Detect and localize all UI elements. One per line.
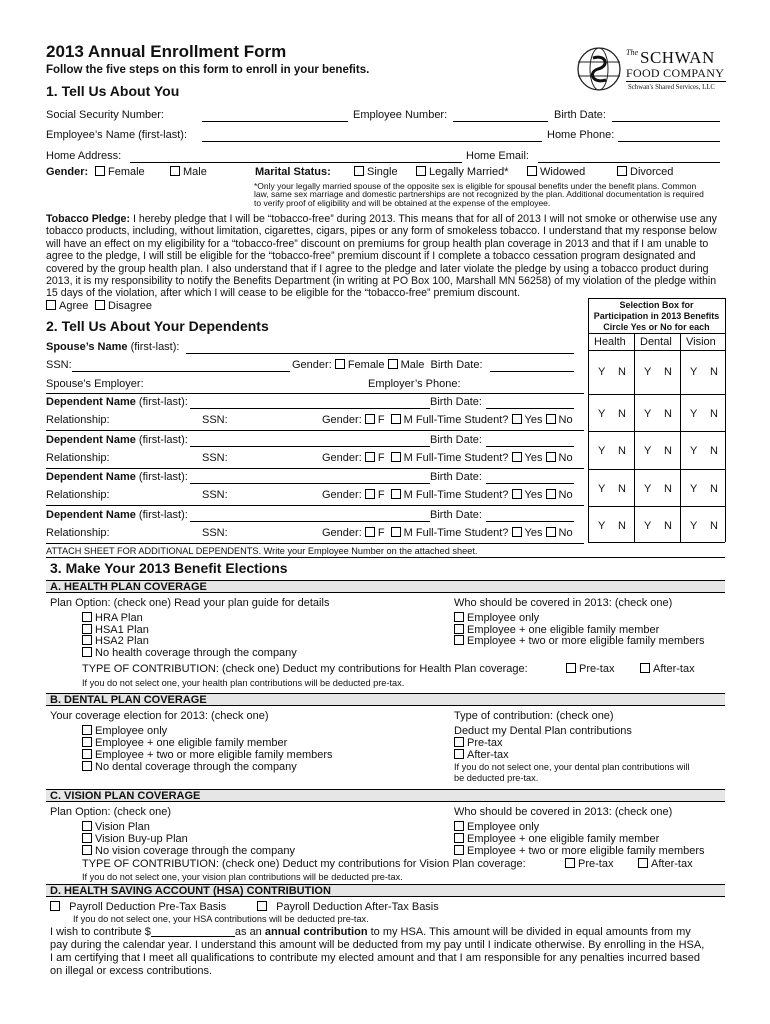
spouse-name-label: Spouse’s Name (first-last): — [46, 341, 180, 353]
home-address-label: Home Address: — [46, 150, 122, 162]
no-option[interactable]: N — [618, 483, 626, 495]
birth-date-field[interactable] — [612, 121, 720, 122]
ssn-label: Social Security Number: — [46, 109, 164, 121]
dependent-name-field[interactable] — [190, 446, 430, 447]
marital-footnote-3: to verify proof of eligibility and will be obtained at the expense of the employee. — [254, 198, 551, 208]
checkbox-icon[interactable] — [391, 452, 401, 462]
hsa-amount-field[interactable] — [151, 926, 235, 937]
gender-label: Gender: — [46, 166, 89, 178]
checkbox-icon[interactable] — [388, 359, 398, 369]
health-aftertax-option[interactable]: After-tax — [640, 663, 695, 675]
checkbox-icon[interactable] — [546, 489, 556, 499]
health-employee-two-option[interactable]: Employee + two or more eligible family members — [454, 635, 705, 647]
hra-plan-option[interactable]: HRA Plan — [82, 612, 143, 624]
home-email-label: Home Email: — [466, 150, 529, 162]
dependent-birth-date-label: Birth Date: — [430, 471, 482, 483]
checkbox-icon[interactable] — [82, 821, 92, 831]
dental-pretax-option[interactable]: Pre-tax — [454, 737, 502, 749]
checkbox-icon[interactable] — [546, 527, 556, 537]
dependent-gender: Gender: F M Full-Time Student? Yes No — [322, 414, 573, 426]
dental-deduct-label: Deduct my Dental Plan contributions — [454, 725, 632, 737]
logo-food-company: FOOD COMPANY — [626, 66, 725, 80]
checkbox-icon[interactable] — [82, 761, 92, 771]
checkbox-icon[interactable] — [82, 725, 92, 735]
dependent-birth-date-field[interactable] — [486, 521, 574, 522]
yes-option[interactable]: Y — [598, 483, 606, 495]
dependent-ssn-label: SSN: — [202, 489, 228, 501]
col-health: Health — [594, 336, 626, 348]
vision-note: If you do not select one, your vision plan contributions will be deducted pre-tax. — [82, 872, 403, 882]
home-email-field[interactable] — [538, 162, 720, 163]
vision-buyup-option[interactable]: Vision Buy-up Plan — [82, 833, 188, 845]
marital-divorced-option[interactable]: Divorced — [617, 166, 673, 178]
gender-male-option[interactable]: Male — [170, 166, 207, 178]
checkbox-icon[interactable] — [454, 737, 464, 747]
vision-plan-option[interactable]: Vision Plan — [82, 821, 150, 833]
no-vision-option[interactable]: No vision coverage through the company — [82, 845, 295, 857]
col-dental: Dental — [640, 336, 672, 348]
dependent-gender: Gender: F M Full-Time Student? Yes No — [322, 527, 573, 539]
dental-employee-two-option[interactable]: Employee + two or more eligible family members — [82, 749, 333, 761]
hsa-line-2: pay during the calendar year. I understand this amount will be deducted from my pay until I indicate otherwise. By enrolling in the HSA, — [50, 939, 705, 951]
spouse-ssn-field[interactable] — [72, 371, 290, 372]
checkbox-icon[interactable] — [546, 414, 556, 424]
tobacco-pledge: Tobacco Pledge: I hereby pledge that I will be “tobacco-free” during 2013. This means that for all of 2013 I will not smoke or otherwise use any tobacco products, including, without limitation, cigarettes, cigars, pipes or any form of smokeless tobacco. I understand that my response below will have an effect on my eligibility for a “tobacco-free” discount on premiums for group health plan coverage in 2013 and that if I am unable to agree to the pledge, I will still be eligible for the “tobacco-free” premium discount if I complete a tobacco cessation program designated and covered by the group health plan. I also understand that if I agree to the pledge and later violate the pledge by using a tobacco product during 2013, it is my responsibility to notify the Benefits Department (in writing at PO Box 100, Marshall MN 56258) of my violation of the pledge within 15 days of the violation, after which I will cease to be eligible for the “tobacco-free” premium discount. — [46, 213, 717, 300]
hsa-pretax-option[interactable]: Payroll Deduction Pre-Tax Basis — [50, 901, 226, 913]
hsa2-plan-option[interactable]: HSA2 Plan — [82, 635, 149, 647]
section2-heading: 2. Tell Us About Your Dependents — [46, 318, 269, 334]
checkbox-icon[interactable] — [82, 749, 92, 759]
marital-footnote-1: *Only your legally married spouse of the opposite sex is eligible for spousal benefits under the benefit plans. Common — [254, 181, 697, 191]
dependent-name-field[interactable] — [190, 483, 430, 484]
hsa-note: If you do not select one, your HSA contributions will be deducted pre-tax. — [73, 914, 369, 924]
vision-employee-two-option[interactable]: Employee + two or more eligible family members — [454, 845, 705, 857]
checkbox-icon[interactable] — [82, 647, 92, 657]
checkbox-icon[interactable] — [454, 612, 464, 622]
dependent-name-label: Dependent Name (first-last): — [46, 471, 188, 483]
dental-note-1: If you do not select one, your dental plan contributions will — [454, 762, 690, 772]
yes-option[interactable]: Y — [598, 445, 606, 457]
globe-logo-icon — [576, 46, 622, 92]
no-option[interactable]: N — [710, 408, 718, 420]
yes-option[interactable]: Y — [690, 366, 698, 378]
checkbox-icon[interactable] — [82, 635, 92, 645]
dependent-name-field[interactable] — [190, 408, 430, 409]
vision-contribution-label: TYPE OF CONTRIBUTION: (check one) Deduct my contributions for Vision Plan coverage: — [82, 858, 526, 870]
dependent-gender: Gender: F M Full-Time Student? Yes No — [322, 489, 573, 501]
checkbox-icon[interactable] — [454, 845, 464, 855]
checkbox-icon[interactable] — [454, 749, 464, 759]
section3-heading: 3. Make Your 2013 Benefit Elections — [50, 560, 288, 576]
no-health-option[interactable]: No health coverage through the company — [82, 647, 297, 659]
yes-option[interactable]: Y — [644, 366, 652, 378]
health-employee-one-option[interactable]: Employee + one eligible family member — [454, 624, 659, 636]
checkbox-icon[interactable] — [95, 300, 105, 310]
dependent-birth-date-label: Birth Date: — [430, 396, 482, 408]
checkbox-icon[interactable] — [391, 489, 401, 499]
dental-employee-one-option[interactable]: Employee + one eligible family member — [82, 737, 287, 749]
marital-widowed-option[interactable]: Widowed — [527, 166, 585, 178]
checkbox-icon[interactable] — [365, 414, 375, 424]
ssn-field[interactable] — [202, 121, 348, 122]
logo-shared-services: Schwan's Shared Services, LLC — [628, 84, 715, 91]
checkbox-icon[interactable] — [365, 452, 375, 462]
yes-option[interactable]: Y — [598, 520, 606, 532]
birth-date-label: Birth Date: — [554, 109, 606, 121]
hsa-line-3: I am certifying that I meet all qualifications to contribute my elected amount and that I am responsible for any penalties incurred based — [50, 952, 700, 964]
page-title: 2013 Annual Enrollment Form — [46, 42, 287, 61]
no-option[interactable]: N — [664, 520, 672, 532]
checkbox-icon[interactable] — [365, 527, 375, 537]
pledge-disagree-option[interactable]: Disagree — [95, 300, 152, 312]
checkbox-icon[interactable] — [82, 612, 92, 622]
checkbox-icon[interactable] — [365, 489, 375, 499]
no-option[interactable]: N — [618, 520, 626, 532]
dental-type-label: Type of contribution: (check one) — [454, 710, 614, 722]
health-note: If you do not select one, your health plan contributions will be deducted pre-tax. — [82, 678, 405, 688]
checkbox-icon[interactable] — [257, 901, 267, 911]
dependent-birth-date-label: Birth Date: — [430, 509, 482, 521]
vision-pretax-option[interactable]: Pre-tax — [565, 858, 613, 870]
checkbox-icon[interactable] — [416, 166, 426, 176]
no-option[interactable]: N — [664, 366, 672, 378]
yes-option[interactable]: Y — [598, 408, 606, 420]
checkbox-icon[interactable] — [46, 300, 56, 310]
yes-option[interactable]: Y — [644, 408, 652, 420]
checkbox-icon[interactable] — [95, 166, 105, 176]
yes-option[interactable]: Y — [644, 483, 652, 495]
marital-status-label: Marital Status: — [255, 166, 331, 178]
no-option[interactable]: N — [664, 408, 672, 420]
no-option[interactable]: N — [618, 366, 626, 378]
spouse-ssn-label: SSN: — [46, 359, 72, 371]
checkbox-icon[interactable] — [527, 166, 537, 176]
dependent-birth-date-label: Birth Date: — [430, 434, 482, 446]
no-option[interactable]: N — [710, 445, 718, 457]
checkbox-icon[interactable] — [454, 833, 464, 843]
checkbox-icon[interactable] — [512, 527, 522, 537]
vision-aftertax-option[interactable]: After-tax — [638, 858, 693, 870]
dependent-birth-date-field[interactable] — [486, 408, 574, 409]
dependent-name-label: Dependent Name (first-last): — [46, 434, 188, 446]
no-option[interactable]: N — [710, 366, 718, 378]
hsa-contribution-bar: D. HEALTH SAVING ACCOUNT (HSA) CONTRIBUTION — [46, 884, 725, 897]
yes-option[interactable]: Y — [690, 408, 698, 420]
checkbox-icon[interactable] — [335, 359, 345, 369]
home-address-field[interactable] — [130, 162, 462, 163]
checkbox-icon[interactable] — [546, 452, 556, 462]
dependent-birth-date-field[interactable] — [486, 483, 574, 484]
spouse-birth-date-field[interactable] — [490, 371, 574, 372]
hsa-line-4: on illegal or excess contributions. — [50, 965, 213, 977]
checkbox-icon[interactable] — [565, 858, 575, 868]
yes-option[interactable]: Y — [644, 445, 652, 457]
health-plan-option-label: Plan Option: (check one) Read your plan guide for details — [50, 597, 330, 609]
hsa1-plan-option[interactable]: HSA1 Plan — [82, 624, 149, 636]
no-option[interactable]: N — [618, 445, 626, 457]
checkbox-icon[interactable] — [617, 166, 627, 176]
health-who-label: Who should be covered in 2013: (check one) — [454, 597, 673, 609]
vision-plan-option-label: Plan Option: (check one) — [50, 806, 172, 818]
dependent-name-label: Dependent Name (first-last): — [46, 396, 188, 408]
selection-box-title: Selection Box for Participation in 2013 Benefits Circle Yes or No for each — [593, 300, 720, 332]
yes-option[interactable]: Y — [690, 483, 698, 495]
checkbox-icon[interactable] — [512, 452, 522, 462]
dependent-gender: Gender: F M Full-Time Student? Yes No — [322, 452, 573, 464]
vision-plan-bar: C. VISION PLAN COVERAGE — [46, 789, 725, 802]
logo-schwan: SCHWAN — [640, 48, 715, 67]
checkbox-icon[interactable] — [638, 858, 648, 868]
health-employee-only-option[interactable]: Employee only — [454, 612, 539, 624]
company-logo — [576, 44, 726, 96]
dental-employee-only-option[interactable]: Employee only — [82, 725, 167, 737]
dental-plan-bar: B. DENTAL PLAN COVERAGE — [46, 693, 725, 706]
checkbox-icon[interactable] — [566, 663, 576, 673]
yes-option[interactable]: Y — [690, 445, 698, 457]
dependent-birth-date-field[interactable] — [486, 446, 574, 447]
no-option[interactable]: N — [710, 520, 718, 532]
checkbox-icon[interactable] — [82, 833, 92, 843]
vision-who-label: Who should be covered in 2013: (check one) — [454, 806, 673, 818]
dependent-ssn-label: SSN: — [202, 527, 228, 539]
health-plan-bar: A. HEALTH PLAN COVERAGE — [46, 580, 725, 593]
vision-employee-one-option[interactable]: Employee + one eligible family member — [454, 833, 659, 845]
dependent-ssn-label: SSN: — [202, 414, 228, 426]
health-pretax-option[interactable]: Pre-tax — [566, 663, 614, 675]
yes-option[interactable]: Y — [598, 366, 606, 378]
spouse-name-field[interactable] — [186, 353, 574, 354]
spouse-gender: Gender: Female Male Birth Date: — [292, 359, 483, 371]
no-option[interactable]: N — [710, 483, 718, 495]
yes-option[interactable]: Y — [690, 520, 698, 532]
checkbox-icon[interactable] — [640, 663, 650, 673]
page-subtitle: Follow the five steps on this form to enroll in your benefits. — [46, 64, 370, 76]
checkbox-icon[interactable] — [82, 624, 92, 634]
dental-aftertax-option[interactable]: After-tax — [454, 749, 509, 761]
checkbox-icon[interactable] — [454, 624, 464, 634]
relationship-label: Relationship: — [46, 452, 110, 464]
marital-single-option[interactable]: Single — [354, 166, 398, 178]
employee-name-field[interactable] — [202, 141, 542, 142]
no-option[interactable]: N — [664, 483, 672, 495]
marital-married-option[interactable]: Legally Married* — [416, 166, 508, 178]
checkbox-icon[interactable] — [454, 635, 464, 645]
relationship-label: Relationship: — [46, 414, 110, 426]
dental-election-label: Your coverage election for 2013: (check one) — [50, 710, 269, 722]
checkbox-icon[interactable] — [391, 527, 401, 537]
hsa-wish-line: I wish to contribute $ as an annual contribution to my HSA. This amount will be divided in equal amounts from my — [50, 926, 691, 938]
dependent-name-label: Dependent Name (first-last): — [46, 509, 188, 521]
employee-name-label: Employee’s Name (first-last): — [46, 129, 187, 141]
vision-employee-only-option[interactable]: Employee only — [454, 821, 539, 833]
checkbox-icon[interactable] — [82, 737, 92, 747]
gender-female-option[interactable]: Female — [95, 166, 145, 178]
pledge-agree-option[interactable]: Agree — [46, 300, 88, 312]
yes-option[interactable]: Y — [644, 520, 652, 532]
checkbox-icon[interactable] — [391, 414, 401, 424]
home-phone-label: Home Phone: — [547, 129, 615, 141]
logo-the: The — [626, 48, 638, 57]
employee-number-field[interactable] — [453, 121, 548, 122]
relationship-label: Relationship: — [46, 527, 110, 539]
home-phone-field[interactable] — [618, 141, 720, 142]
attach-note: ATTACH SHEET FOR ADDITIONAL DEPENDENTS. Write your Employee Number on the attached sheet. — [46, 546, 478, 556]
health-contribution-label: TYPE OF CONTRIBUTION: (check one) Deduct my contributions for Health Plan coverage: — [82, 663, 528, 675]
checkbox-icon[interactable] — [50, 901, 60, 911]
no-option[interactable]: N — [618, 408, 626, 420]
checkbox-icon[interactable] — [354, 166, 364, 176]
relationship-label: Relationship: — [46, 489, 110, 501]
section1-heading: 1. Tell Us About You — [46, 83, 180, 99]
employer-phone-label: Employer’s Phone: — [368, 378, 461, 390]
col-vision: Vision — [686, 336, 716, 348]
no-option[interactable]: N — [664, 445, 672, 457]
checkbox-icon[interactable] — [512, 489, 522, 499]
marital-footnote-2: law, same sex marriage and domestic partnerships are not recognized by the plan. Additional documentation is required — [254, 189, 704, 199]
dependent-name-field[interactable] — [190, 521, 430, 522]
hsa-aftertax-option[interactable]: Payroll Deduction After-Tax Basis — [257, 901, 439, 913]
dependent-ssn-label: SSN: — [202, 452, 228, 464]
checkbox-icon[interactable] — [512, 414, 522, 424]
no-dental-option[interactable]: No dental coverage through the company — [82, 761, 297, 773]
employee-number-label: Employee Number: — [353, 109, 448, 121]
checkbox-icon[interactable] — [454, 821, 464, 831]
checkbox-icon[interactable] — [82, 845, 92, 855]
dental-note-2: be deducted pre-tax. — [454, 773, 539, 783]
spouse-employer-label: Spouse’s Employer: — [46, 378, 144, 390]
checkbox-icon[interactable] — [170, 166, 180, 176]
